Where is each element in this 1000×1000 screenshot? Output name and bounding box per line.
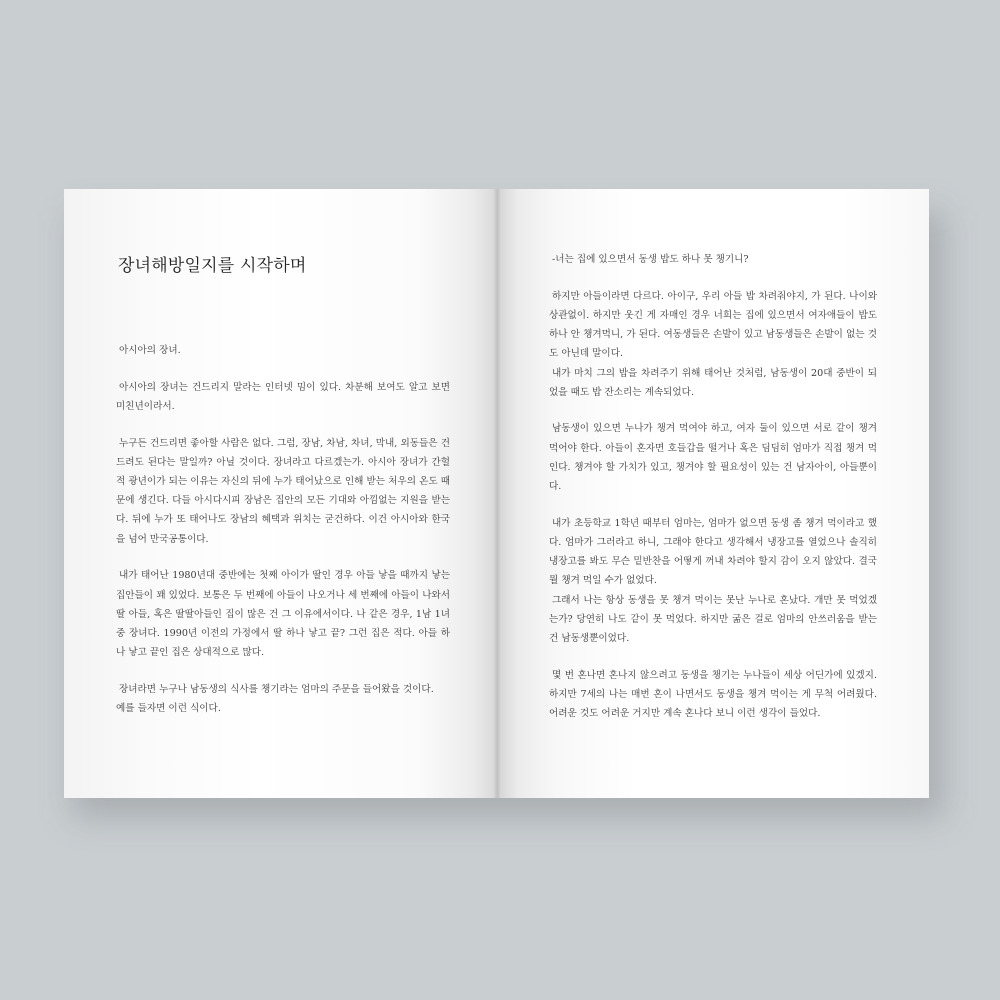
paragraph: 남동생이 있으면 누나가 챙겨 먹여야 하고, 여자 둘이 있으면 서로 같이 챙겨 먹어야 한다. 아들이 혼자면 호들갑을 떨거나 혹은 딤딤히 엄마가 직접 챙겨 먹인다. 챙겨야 할 가치가 있고, 챙겨야 할 필요성이 있는 건 남자아이, 아들뿐이다.	[549, 423, 877, 493]
right-page	[497, 189, 929, 798]
left-page	[64, 189, 497, 798]
paragraph: 그래서 나는 항상 동생을 못 챙겨 먹이는 못난 누나로 혼났다. 개만 못 먹었겠는가? 당연히 나도 같이 못 먹었다. 하지만 굶은 걸로 엄마의 안쓰러움을 받는 건 남동생뿐이었다.	[549, 594, 877, 644]
paragraph: 몇 번 혼나면 혼나지 않으려고 동생을 챙기는 누나들이 세상 어딘가에 있겠지. 하지만 7세의 나는 매번 혼이 나면서도 동생을 챙겨 먹이는 게 무척 어려웠다. 어려운 것도 어려운 거지만 계속 혼나다 보니 이런 생각이 들었다.	[549, 669, 877, 720]
right-page-body	[549, 250, 877, 741]
paragraph: 하지만 아들이라면 다르다. 아이구, 우리 아들 밥 차려줘야지, 가 된다. 나이와 상관없이. 하지만 웃긴 게 자매인 경우 너희는 집에 있으면서 여자애들이 밥도 하나 안 챙겨먹니, 가 된다. 여동생들은 손발이 있고 남동생들은 손발이 없는 것도 아닌데 말이다.	[549, 290, 877, 360]
paragraph: 내가 마치 그의 밥을 차려주기 위해 태어난 것처럼, 남동생이 20대 중반이 되었을 때도 밥 잔소리는 계속되었다.	[549, 367, 877, 398]
paragraph: 장녀라면 누구나 남동생의 식사를 챙기라는 엄마의 주문을 들어왔을 것이다.	[119, 683, 434, 695]
paragraph: 내가 초등학교 1학년 때부터 엄마는, 엄마가 없으면 동생 좀 챙겨 먹이라고 했다. 엄마가 그러라고 하니, 그래야 한다고 생각해서 냉장고를 열었으나 솔직히 냉장고를 봐도 무슨 밑반찬을 어떻게 꺼내 차려야 할지 감이 오지 않았다. 결국 뭘 챙겨 먹일 수가 없었다.	[549, 517, 877, 587]
paragraph: -너는 집에 있으면서 동생 밥도 하나 못 챙기니?	[552, 254, 749, 265]
open-book	[64, 189, 929, 798]
paragraph: 아시아의 장녀.	[119, 345, 181, 356]
book-spine	[493, 189, 501, 798]
left-page-body	[116, 341, 450, 736]
chapter-title: 장녀해방일지를 시작하며	[118, 256, 307, 276]
paragraph: 예를 들자면 이런 식이다.	[116, 703, 221, 715]
paragraph: 누구든 건드리면 좋아할 사람은 없다. 그럼, 장남, 차남, 차녀, 막내, 외동들은 건드려도 된다는 말일까? 아닐 것이다. 장녀라고 다르겠는가. 아시아 장녀가 간헐적 광년이가 되는 이유는 자신의 뒤에 누가 태어났으로 인해 받는 처우의 온도 때문에 생긴다. 다들 아시다시피 장남은 집안의 모든 기대와 아낌없는 지원을 받는다. 뒤에 누가 또 태어나도 장남의 혜택과 위치는 굳건하다. 이건 아시아와 한국을 넘어 만국공통이다.	[116, 437, 450, 545]
paragraph: 아시아의 장녀는 건드리지 말라는 인터넷 밈이 있다. 차분해 보여도 알고 보면 미친년이라서.	[116, 381, 450, 412]
paragraph: 내가 태어난 1980년대 중반에는 첫째 아이가 딸인 경우 아들 낳을 때까지 낳는 집안들이 꽤 있었다. 보통은 두 번째에 아들이 나오거나 세 번째에 아들이 나와서 딸 아들, 혹은 딸딸아들인 집이 많은 건 그 이유에서이다. 나 같은 경우, 1남 1녀 중 장녀다. 1990년 이전의 가정에서 딸 하나 낳고 끝? 그런 집은 적다. 아들 하나 낳고 끝인 집은 상대적으로 많다.	[116, 570, 450, 659]
